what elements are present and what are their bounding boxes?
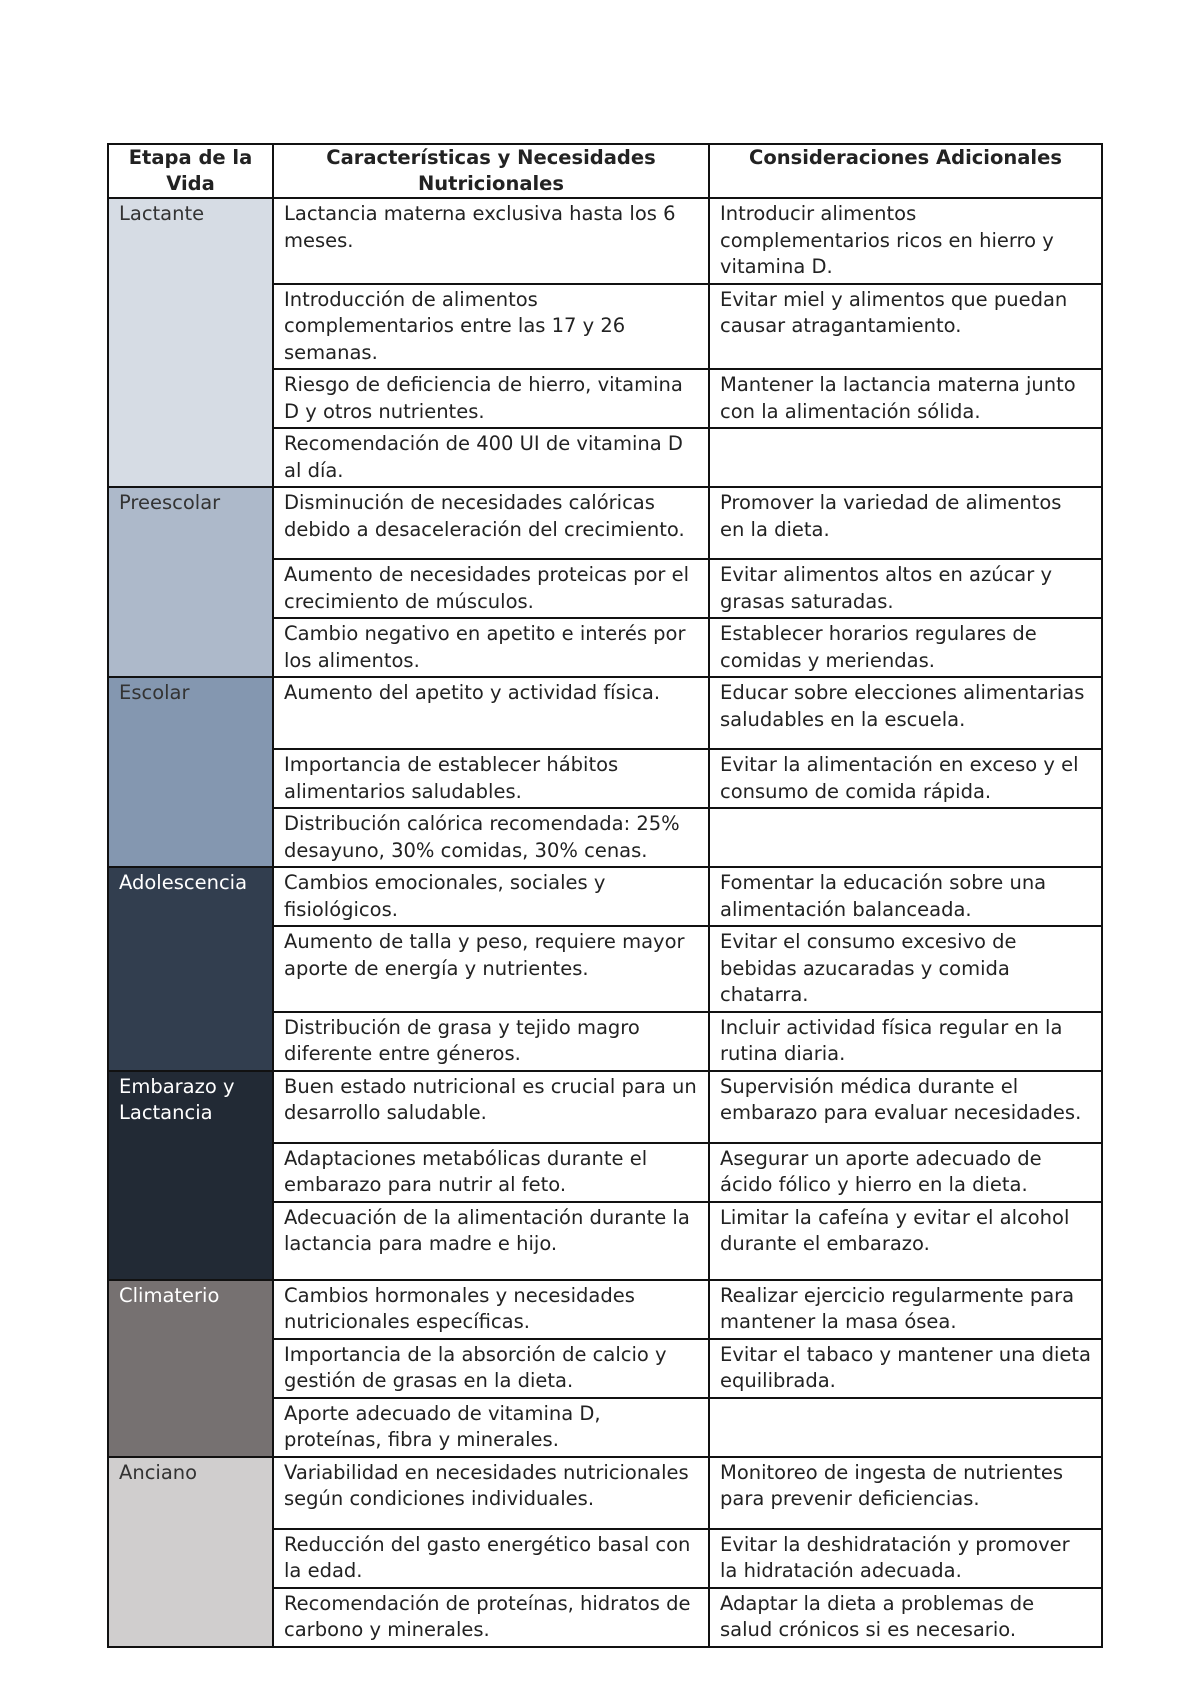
characteristic-cell: Reducción del gasto energético basal con la edad. xyxy=(273,1529,709,1588)
consideration-cell: Introducir alimentos complementarios ricos en hierro y vitamina D. xyxy=(709,198,1102,284)
characteristic-cell: Importancia de establecer hábitos alimentarios saludables. xyxy=(273,749,709,808)
characteristic-cell: Variabilidad en necesidades nutricionales según condiciones individuales. xyxy=(273,1457,709,1529)
consideration-cell: Evitar el tabaco y mantener una dieta equilibrada. xyxy=(709,1339,1102,1398)
consideration-cell: Fomentar la educación sobre una alimentación balanceada. xyxy=(709,867,1102,926)
stage-lactante: Lactante xyxy=(108,198,273,487)
consideration-cell: Incluir actividad física regular en la rutina diaria. xyxy=(709,1012,1102,1071)
consideration-cell: Evitar miel y alimentos que puedan causar atragantamiento. xyxy=(709,284,1102,370)
characteristic-cell: Introducción de alimentos complementarios entre las 17 y 26 semanas. xyxy=(273,284,709,370)
consideration-cell: Supervisión médica durante el embarazo para evaluar necesidades. xyxy=(709,1071,1102,1143)
characteristic-cell: Aumento de necesidades proteicas por el crecimiento de músculos. xyxy=(273,559,709,618)
table-row xyxy=(108,1457,1102,1529)
consideration-cell xyxy=(709,808,1102,867)
stage-escolar: Escolar xyxy=(108,677,273,867)
characteristic-cell: Adaptaciones metabólicas durante el embarazo para nutrir al feto. xyxy=(273,1143,709,1202)
table-row xyxy=(108,677,1102,749)
characteristic-cell: Importancia de la absorción de calcio y gestión de grasas en la dieta. xyxy=(273,1339,709,1398)
characteristic-cell: Aumento de talla y peso, requiere mayor aporte de energía y nutrientes. xyxy=(273,926,709,1012)
stage-anciano: Anciano xyxy=(108,1457,273,1647)
consideration-cell: Monitoreo de ingesta de nutrientes para prevenir deficiencias. xyxy=(709,1457,1102,1529)
consideration-cell: Establecer horarios regulares de comidas y meriendas. xyxy=(709,618,1102,677)
nutrition-table xyxy=(107,143,1103,1648)
characteristic-cell: Lactancia materna exclusiva hasta los 6 meses. xyxy=(273,198,709,284)
characteristic-cell: Recomendación de 400 UI de vitamina D al día. xyxy=(273,428,709,487)
stage-adolescencia: Adolescencia xyxy=(108,867,273,1071)
consideration-cell: Evitar la deshidratación y promover la hidratación adecuada. xyxy=(709,1529,1102,1588)
characteristic-cell: Buen estado nutricional es crucial para un desarrollo saludable. xyxy=(273,1071,709,1143)
table-row xyxy=(108,487,1102,559)
header-considerations: Consideraciones Adicionales xyxy=(709,144,1102,198)
characteristic-cell: Riesgo de deficiencia de hierro, vitamina D y otros nutrientes. xyxy=(273,369,709,428)
consideration-cell: Limitar la cafeína y evitar el alcohol durante el embarazo. xyxy=(709,1202,1102,1280)
consideration-cell xyxy=(709,428,1102,487)
table-row xyxy=(108,1071,1102,1143)
consideration-cell: Promover la variedad de alimentos en la dieta. xyxy=(709,487,1102,559)
table-row xyxy=(108,1280,1102,1339)
consideration-cell: Evitar alimentos altos en azúcar y grasas saturadas. xyxy=(709,559,1102,618)
header-characteristics: Características y Necesidades Nutricionales xyxy=(273,144,709,198)
consideration-cell: Evitar el consumo excesivo de bebidas azucaradas y comida chatarra. xyxy=(709,926,1102,1012)
table-row xyxy=(108,867,1102,926)
consideration-cell: Adaptar la dieta a problemas de salud crónicos si es necesario. xyxy=(709,1588,1102,1647)
characteristic-cell: Distribución calórica recomendada: 25% desayuno, 30% comidas, 30% cenas. xyxy=(273,808,709,867)
characteristic-cell: Adecuación de la alimentación durante la lactancia para madre e hijo. xyxy=(273,1202,709,1280)
header-stage: Etapa de la Vida xyxy=(108,144,273,198)
characteristic-cell: Distribución de grasa y tejido magro diferente entre géneros. xyxy=(273,1012,709,1071)
consideration-cell: Evitar la alimentación en exceso y el consumo de comida rápida. xyxy=(709,749,1102,808)
characteristic-cell: Disminución de necesidades calóricas debido a desaceleración del crecimiento. xyxy=(273,487,709,559)
table-row xyxy=(108,198,1102,284)
stage-embarazo-lactancia: Embarazo y Lactancia xyxy=(108,1071,273,1280)
consideration-cell: Educar sobre elecciones alimentarias saludables en la escuela. xyxy=(709,677,1102,749)
characteristic-cell: Aporte adecuado de vitamina D, proteínas, fibra y minerales. xyxy=(273,1398,709,1457)
consideration-cell: Mantener la lactancia materna junto con la alimentación sólida. xyxy=(709,369,1102,428)
characteristic-cell: Cambio negativo en apetito e interés por los alimentos. xyxy=(273,618,709,677)
characteristic-cell: Aumento del apetito y actividad física. xyxy=(273,677,709,749)
consideration-cell: Asegurar un aporte adecuado de ácido fólico y hierro en la dieta. xyxy=(709,1143,1102,1202)
characteristic-cell: Recomendación de proteínas, hidratos de carbono y minerales. xyxy=(273,1588,709,1647)
characteristic-cell: Cambios hormonales y necesidades nutricionales específicas. xyxy=(273,1280,709,1339)
stage-climaterio: Climaterio xyxy=(108,1280,273,1457)
characteristic-cell: Cambios emocionales, sociales y fisiológicos. xyxy=(273,867,709,926)
stage-preescolar: Preescolar xyxy=(108,487,273,677)
consideration-cell xyxy=(709,1398,1102,1457)
consideration-cell: Realizar ejercicio regularmente para mantener la masa ósea. xyxy=(709,1280,1102,1339)
header-row xyxy=(108,144,1102,198)
